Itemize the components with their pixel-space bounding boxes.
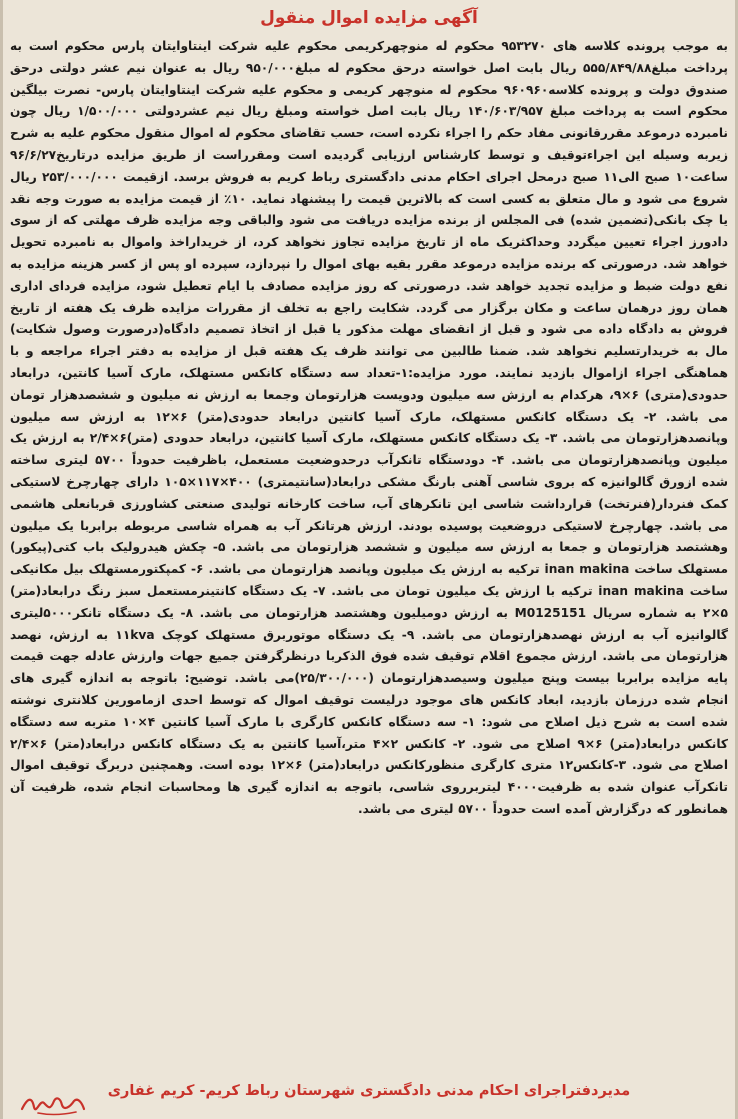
page-edge-left — [0, 0, 3, 1119]
notice-footer-signatory: مدیردفتراجرای احکام مدنی دادگستری شهرستان رباط کریم- کریم غفاری — [107, 1083, 631, 1099]
notice-body: به موجب پرونده کلاسه های ۹۵۳۲۷۰ محکوم له منوچهرکریمی محکوم علیه شرکت اینتاوایتان پارس محکوم است به پرداخت مبلغ۵۵۵/۸۴۹/۸۸ ریال بابت اصل خواسته درحق محکوم له مبلغ۹۵۰/۰۰۰ ریال به عنوان نیم عشر دولتی درحق صندوق دولت و پرونده کلاسه۹۶۰۹۶۰ محکوم له منوچهر کریمی و محکوم علیه شرکت اینتاوایتان پارس- نصرت بیلگین محکوم است به پرداخت مبلغ ۱۴۰/۶۰۳/۹۵۷ ریال بابت اصل خواسته ومبلغ ریال نیم عشردولتی ۱/۵۰۰/۰۰۰ ریال چون نامبرده درموعد مقررقانونی مفاد حکم را اجراء نکرده است، حسب تقاضای محکوم له اموال منقول محکوم علیه به شرح زیربه وسیله این اجراءتوقیف و توسط کارشناس ارزیابی گردیده است ومقرراست از طریق مزایده درتاریخ۹۶/۶/۲۷ ساعت۱۰ صبح الی۱۱ صبح درمحل اجرای احکام مدنی دادگستری رباط کریم به فروش برسد. ازقیمت ۲۵۳/۰۰۰/۰۰۰ ریال شروع می شود و مال متعلق به کسی است که بالاترین قیمت را پیشنهاد نماید. ۱۰٪ از قیمت مزایده به صورت وجه نقد یا چک بانکی(تضمین شده) فی المجلس از برنده مزایده دریافت می شود والباقی وجه مزایده ظرف مهلتی که از سوی دادورز اجراء تعیین میگردد وحداکثریک ماه از تاریخ مزایده تجاوز نخواهد کرد، از خریداراخذ واموال به نامبرده تحویل خواهد شد. درصورتی که برنده مزایده درموعد مقرر بقیه بهای اموال را نپردازد، سپرده او پس از کسر هزینه مزایده به نفع دولت ضبط و مزایده تجدید خواهد شد. درصورتی که روز مزایده مصادف با ایام تعطیل شود، مزایده فردای اداری همان روز درهمان ساعت و مکان برگزار می گردد. شکایت راجع به تخلف از مقررات مزایده ظرف یک هفته از تاریخ فروش به دادگاه داده می شود و قبل از انقضای مهلت مذکور یا قبل از اتخاذ تصمیم دادگاه(درصورت وصول شکایت) مال به خریدارتسلیم نخواهد شد. ضمنا طالبین می توانند ظرف یک هفته قبل از مزایده به دفتر اجراء مراجعه و با هماهنگی اجراء ازاموال بازدید نمایند. مورد مزایده:۱-تعداد سه دستگاه کانکس مستهلک، مارک آسیا کانتین، درابعاد حدودی(متری) ۶×۹، هرکدام به ارزش سه میلیون ودویست هزارتومان وجمعا به ارزش نه میلیون و ششصدهزار تومان می باشد. ۲- یک دستگاه کانکس مستهلک، مارک آسیا کانتین درابعاد حدودی(متر) ۶×۱۲ به ارزش سه میلیون وپانصدهزارتومان می باشد. ۳- یک دستگاه کانکس مستهلک، مارک آسیا کانتین، درابعاد حدودی (متر)۶×۲/۴ به ارزش یک میلیون وپانصدهزارتومان می باشد. ۴- دودستگاه تانکرآب درحدوضعیت مستعمل، باظرفیت حدوداً ۵۷۰۰ لیتری ساخته شده ازورق گالوانیزه که بروی شاسی آهنی بارنگ مشکی درابعاد(سانتیمتری) ۴۰۰×۱۱۷×۱۰۵ دارای چهارچرخ لاستیکی کمک فنردار(فنرتخت) قرارداشت شاسی این تانکرهای آب، ساخت کارخانه تولیدی صنعتی کشاورزی قربانعلی هاشمی می باشد. چهارچرخ لاستیکی دروضعیت پوسیده بودند. ارزش هرتانکر آب به همراه شاسی مربوطه برابربا یک میلیون وهشتصد هزارتومان و جمعا به ارزش سه میلیون و ششصد هزارتومان می باشد. ۵- چکش هیدرولیک باب کتی(پیکور) مستهلک ساخت inan makina ترکیه به ارزش یک میلیون وپانصد هزارتومان می باشد. ۶- کمپکتورمستهلک بیل مکانیکی ساخت inan makina ترکیه با ارزش یک میلیون تومان می باشد. ۷- یک دستگاه کانتینرمستعمل سبز رنگ درابعاد(متر) ۵×۲ به شماره سریال M0125151 به ارزش دومیلیون وهشتصد هزارتومان می باشد. ۸- یک دستگاه تانکر۵۰۰۰لیتری گالوانیزه آب به ارزش نهصدهزارتومان می باشد. ۹- یک دستگاه موتوربرق مستهلک کوچک ۱۱kva به ارزش، نهصد هزارتومان می باشد. ارزش مجموع اقلام توقیف شده فوق الذکربا درنظرگرفتن جمیع جهات وارزش عادله جهت قیمت پایه مزایده برابربا بیست وپنج میلیون وسیصدهزارتومان (۲۵/۳۰۰/۰۰۰)می باشد. توضیح: باتوجه به اندازه گیری های انجام شده درزمان بازدید، ابعاد کانکس های موجود درلیست توقیف اموال که توسط احدی ازمامورین کلانتری نوشته شده است به شرح ذیل اصلاح می شود: ۱- سه دستگاه کانکس کارگری با مارک آسیا کانتین ۴×۱۰ متربه سه دستگاه کانکس درابعاد(متر) ۶×۹ اصلاح می شود. ۲- کانکس ۲×۴ متر،آسیا کانتین به یک دستگاه کانکس درابعاد(متر) ۶×۲/۴ اصلاح می شود. ۳-کانکس۱۲ متری کارگری منظورکانکس درابعاد(متر) ۶×۱۲ بوده است. وهمچنین دربرگ توقیف اموال تانکرآب عنوان شده به ظرفیت۴۰۰۰ لیتربرروی شاسی، باتوجه به اندازه گیری ها ومحاسبات انجام شده، ظرفیت آن همانطور که درگزارش آمده است حدوداً ۵۷۰۰ لیتری می باشد. — [10, 39, 729, 816]
notice-title: آگهی مزایده اموال منقول — [260, 8, 478, 28]
handwritten-signature-icon — [18, 1089, 88, 1117]
